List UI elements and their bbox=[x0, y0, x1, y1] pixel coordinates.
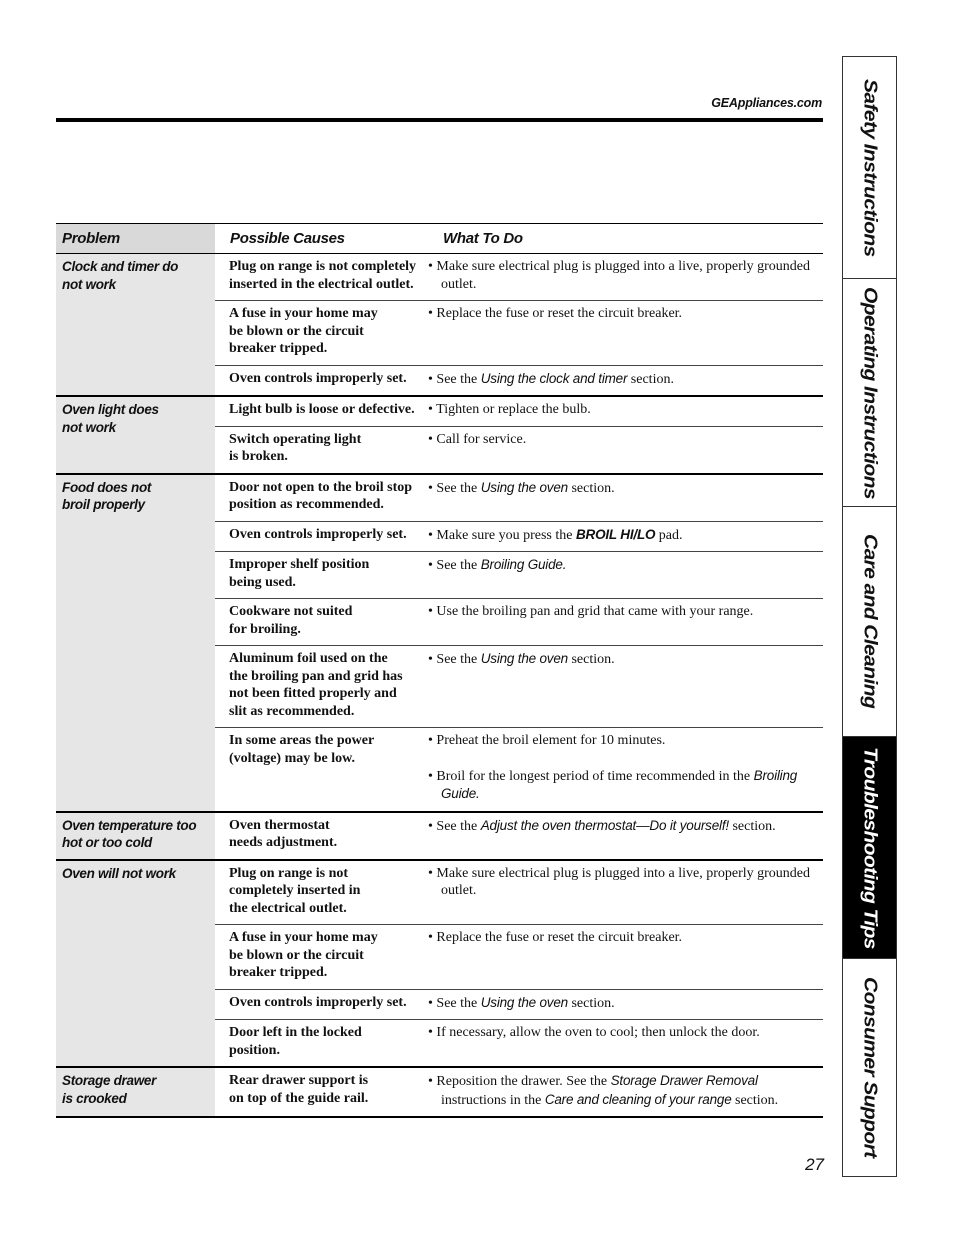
todo-item bbox=[428, 929, 823, 947]
section-ref: Using the oven bbox=[480, 479, 568, 495]
todo-item bbox=[428, 994, 823, 1013]
table-row bbox=[215, 522, 823, 553]
problem-group bbox=[56, 254, 823, 397]
todo-item bbox=[428, 1072, 823, 1109]
todo-text: section. bbox=[567, 995, 615, 1011]
section-ref: Adjust the oven thermostat—Do it yourself! bbox=[480, 817, 729, 833]
todo-cell bbox=[428, 475, 823, 521]
section-ref: Broiling Guide. bbox=[480, 557, 567, 572]
todo-item bbox=[428, 817, 823, 836]
cause-cell: Oven controls improperly set. bbox=[229, 370, 407, 386]
todo-text: • Make sure you press the bbox=[428, 527, 576, 543]
table-row bbox=[215, 599, 823, 646]
todo-text: • Preheat the broil element for 10 minutes. bbox=[428, 733, 666, 748]
todo-text: • Broil for the longest period of time recommended in the bbox=[428, 768, 754, 784]
todo-item bbox=[428, 767, 823, 804]
todo-item bbox=[428, 1024, 823, 1042]
todo-text: • See the bbox=[428, 652, 481, 667]
table-row bbox=[215, 1068, 823, 1116]
section-ref: Using the oven bbox=[480, 994, 568, 1010]
cause-cell: A fuse in your home may be blown or the circuit breaker tripped. bbox=[229, 306, 378, 356]
todo-cell bbox=[428, 646, 823, 727]
todo-text: • Tighten or replace the bulb. bbox=[428, 402, 591, 417]
cause-cell: Plug on range is not completely inserted in the electrical outlet. bbox=[229, 259, 417, 292]
problem-group bbox=[56, 1068, 823, 1118]
table-row bbox=[215, 925, 823, 990]
todo-item bbox=[428, 865, 823, 900]
cause-cell: Switch operating light is broken. bbox=[229, 431, 362, 464]
tab-label: Troubleshooting Tips bbox=[859, 746, 881, 949]
todo-item bbox=[428, 370, 823, 389]
todo-text: • Reposition the drawer. See the bbox=[428, 1074, 611, 1089]
todo-item bbox=[428, 431, 823, 449]
problem-cell: Clock and timer do not work bbox=[56, 254, 215, 395]
todo-cell bbox=[428, 522, 823, 552]
section-ref: Broiling Guide. bbox=[441, 767, 798, 801]
todo-text: section. bbox=[627, 371, 674, 387]
todo-text: • See the bbox=[428, 995, 481, 1011]
problem-cell: Food does not broil properly bbox=[56, 475, 215, 811]
todo-cell bbox=[428, 254, 823, 300]
todo-cell bbox=[428, 990, 823, 1020]
tab-consumer-support[interactable] bbox=[843, 959, 896, 1176]
table-row bbox=[215, 366, 823, 396]
cause-cell: Oven controls improperly set. bbox=[229, 526, 407, 542]
todo-item bbox=[428, 401, 823, 419]
problem-cell: Oven light does not work bbox=[56, 397, 215, 473]
todo-text: • See the bbox=[428, 818, 481, 834]
todo-text: instructions in the bbox=[441, 1092, 545, 1108]
cause-cell: Plug on range is not completely inserted in the electrical outlet. bbox=[229, 865, 361, 916]
todo-item bbox=[428, 603, 823, 621]
table-body bbox=[56, 254, 823, 1118]
cause-cell: A fuse in your home may be blown or the circuit breaker tripped. bbox=[229, 930, 378, 980]
tab-care-and-cleaning[interactable] bbox=[843, 507, 896, 737]
table-row bbox=[215, 427, 823, 473]
tab-label: Care and Cleaning bbox=[859, 534, 881, 709]
cause-cell: Improper shelf position being used. bbox=[229, 557, 370, 590]
page-number: 27 bbox=[805, 1155, 824, 1174]
todo-cell bbox=[428, 861, 823, 925]
cause-cell: Door not open to the broil stop position as recommended. bbox=[229, 479, 413, 512]
header-problem: Problem bbox=[62, 230, 120, 247]
todo-item bbox=[428, 526, 823, 545]
todo-item bbox=[428, 556, 823, 575]
causes-list bbox=[215, 254, 823, 395]
todo-text: • Make sure electrical plug is plugged into a live, properly grounded outlet. bbox=[428, 865, 811, 898]
cause-cell: In some areas the power (voltage) may be low. bbox=[229, 733, 375, 766]
todo-item bbox=[428, 305, 823, 323]
table-row bbox=[215, 552, 823, 599]
tab-label: Operating Instructions bbox=[859, 286, 881, 499]
table-row bbox=[215, 813, 823, 859]
todo-cell bbox=[428, 301, 823, 365]
todo-cell bbox=[428, 1068, 823, 1116]
todo-item bbox=[428, 479, 823, 498]
cause-cell: Door left in the locked position. bbox=[229, 1025, 362, 1058]
header-what-to-do: What To Do bbox=[443, 230, 523, 247]
table-row bbox=[215, 861, 823, 926]
tab-safety-instructions[interactable] bbox=[843, 57, 896, 279]
table-row bbox=[215, 1020, 823, 1066]
table-header bbox=[56, 224, 823, 254]
header-possible-causes: Possible Causes bbox=[230, 230, 345, 247]
todo-text: • Make sure electrical plug is plugged into a live, properly grounded outlet. bbox=[428, 259, 811, 292]
header-rule bbox=[56, 118, 823, 122]
section-ref: Using the oven bbox=[480, 651, 568, 666]
todo-cell bbox=[428, 1020, 823, 1066]
causes-list bbox=[215, 1068, 823, 1116]
problem-cell: Storage drawer is crooked bbox=[56, 1068, 215, 1116]
problem-group bbox=[56, 397, 823, 475]
cause-cell: Cookware not suited for broiling. bbox=[229, 604, 353, 637]
table-row bbox=[215, 990, 823, 1021]
table-row bbox=[215, 301, 823, 366]
todo-text: section. bbox=[567, 652, 615, 667]
todo-item bbox=[428, 650, 823, 669]
troubleshooting-table bbox=[56, 223, 823, 1118]
todo-cell bbox=[428, 552, 823, 598]
site-url: GEAppliances.com bbox=[711, 96, 822, 110]
todo-text: • See the bbox=[428, 371, 481, 387]
todo-cell bbox=[428, 397, 823, 426]
section-ref: Storage Drawer Removal bbox=[610, 1073, 758, 1088]
todo-text: • See the bbox=[428, 558, 481, 573]
section-ref: Using the clock and timer bbox=[480, 370, 628, 386]
table-row bbox=[215, 397, 823, 427]
tab-troubleshooting-tips[interactable] bbox=[843, 737, 896, 959]
todo-text: pad. bbox=[655, 527, 683, 543]
problem-cell: Oven will not work bbox=[56, 861, 215, 1067]
table-row bbox=[215, 254, 823, 301]
section-ref: Care and cleaning of your range bbox=[544, 1091, 732, 1107]
cause-cell: Light bulb is loose or defective. bbox=[229, 402, 415, 417]
cause-cell: Rear drawer support is on top of the guide rail. bbox=[229, 1073, 369, 1106]
tab-label: Safety Instructions bbox=[859, 78, 881, 257]
cause-cell: Aluminum foil used on the the broiling pan and grid has not been fitted properly and slit as recommended. bbox=[229, 651, 403, 719]
todo-cell bbox=[428, 366, 823, 396]
todo-text: • Replace the fuse or reset the circuit breaker. bbox=[428, 930, 683, 945]
cause-cell: Oven controls improperly set. bbox=[229, 994, 407, 1010]
todo-text: • Replace the fuse or reset the circuit breaker. bbox=[428, 306, 683, 321]
causes-list bbox=[215, 397, 823, 473]
todo-text: • Call for service. bbox=[428, 431, 527, 447]
causes-list bbox=[215, 813, 823, 859]
problem-group bbox=[56, 861, 823, 1069]
side-tabs bbox=[842, 56, 897, 1177]
causes-list bbox=[215, 861, 823, 1067]
table-row bbox=[215, 475, 823, 522]
todo-text: section. bbox=[728, 818, 776, 834]
todo-item bbox=[428, 732, 823, 750]
todo-text: section. bbox=[731, 1092, 779, 1108]
tab-operating-instructions[interactable] bbox=[843, 279, 896, 507]
todo-text: • If necessary, allow the oven to cool; then unlock the door. bbox=[428, 1025, 760, 1040]
tab-label: Consumer Support bbox=[859, 977, 881, 1158]
todo-text: • See the bbox=[428, 480, 481, 496]
table-row bbox=[215, 728, 823, 811]
problem-group bbox=[56, 813, 823, 861]
problem-cell: Oven temperature too hot or too cold bbox=[56, 813, 215, 859]
causes-list bbox=[215, 475, 823, 811]
table-row bbox=[215, 646, 823, 728]
cause-cell: Oven thermostat needs adjustment. bbox=[229, 817, 338, 850]
pad-name: BROIL HI/LO bbox=[575, 526, 656, 542]
todo-cell bbox=[428, 728, 823, 811]
todo-cell bbox=[428, 599, 823, 645]
todo-text: • Use the broiling pan and grid that came with your range. bbox=[428, 604, 754, 619]
problem-group bbox=[56, 475, 823, 813]
todo-cell bbox=[428, 813, 823, 859]
todo-cell bbox=[428, 427, 823, 473]
todo-item bbox=[428, 258, 823, 293]
todo-cell bbox=[428, 925, 823, 989]
todo-text: section. bbox=[567, 480, 615, 496]
